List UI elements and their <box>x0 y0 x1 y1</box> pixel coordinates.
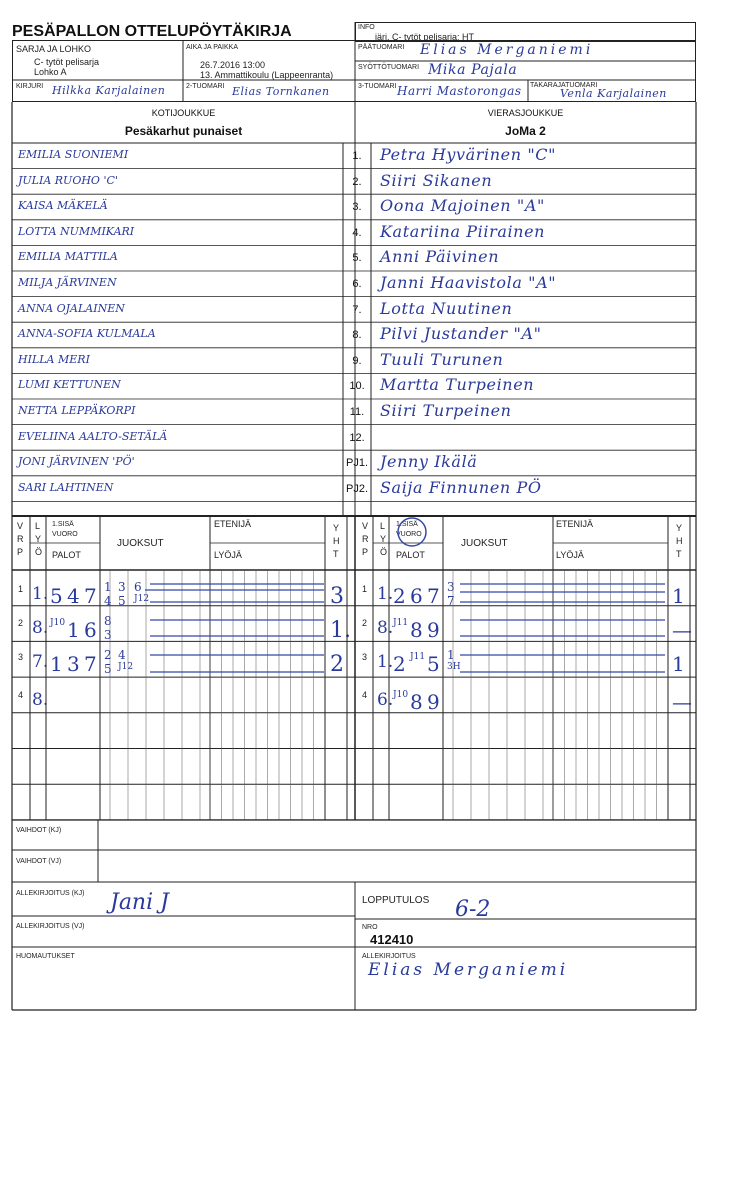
home-player-name: EMILIA SUONIEMI <box>18 148 129 161</box>
home-inning-palo: 5 <box>50 584 63 608</box>
home-yht-t: T <box>333 549 339 559</box>
away-inning-lyo: 8. <box>377 618 394 638</box>
aika-line1: 26.7.2016 13:00 <box>200 60 266 70</box>
tuomari3-label: 3-TUOMARI <box>358 83 397 90</box>
home-lyoja-label: LYÖJÄ <box>214 550 242 560</box>
away-inning-palo: 5 <box>427 652 440 676</box>
home-col-y: Y <box>35 534 42 544</box>
vaihdot-vj-label: VAIHDOT (VJ) <box>16 858 62 865</box>
away-inning-lyo: 1. <box>377 584 394 604</box>
home-player-name: ANNA-SOFIA KULMALA <box>18 327 156 341</box>
away-juoksut-label: JUOKSUT <box>461 538 508 549</box>
roster-number: 1. <box>352 150 362 162</box>
nro-label: NRO <box>362 924 378 931</box>
away-inning-palo: 9 <box>427 618 440 642</box>
away-player-name: Katariina Piirainen <box>380 221 546 241</box>
home-frac-bottom: J12 <box>118 662 134 672</box>
away-lyoja-label: LYÖJÄ <box>556 550 584 560</box>
away-inning-number: 4 <box>362 690 368 700</box>
away-team-name: JoMa 2 <box>505 124 546 138</box>
takarajatuomari-value: Venla Karjalainen <box>560 87 667 100</box>
roster-number: 3. <box>352 201 362 214</box>
vaihdot-kj-label: VAIHDOT (KJ) <box>16 827 62 834</box>
away-inning-total: — <box>672 618 692 642</box>
away-inning-palo: J10 <box>393 690 409 700</box>
home-team-name: Pesäkarhut punaiset <box>124 124 243 138</box>
home-col-l: L <box>35 521 41 531</box>
away-inning-palo: 8 <box>410 618 423 642</box>
roster-number: 8. <box>352 329 362 342</box>
away-frac-top: 1 <box>447 648 455 662</box>
roster-number: 11. <box>349 406 365 418</box>
away-inning-palo: 6 <box>410 584 423 608</box>
home-juoksut-label: JUOKSUT <box>117 538 164 549</box>
allekirjoitus-kj-signature: Jani J <box>110 890 169 915</box>
home-inning-total: 1. <box>330 618 351 643</box>
takarajatuomari-label: TAKARAJATUOMARI <box>530 82 598 89</box>
away-player-name: Siiri Turpeinen <box>380 401 512 420</box>
away-player-name: Anni Päivinen <box>380 247 500 267</box>
away-inning-palo: 7 <box>427 584 440 608</box>
roster-number: 6. <box>352 278 362 290</box>
home-inning-number: 2 <box>18 618 24 628</box>
home-frac-bottom: 3 <box>104 628 112 642</box>
home-inning-palo: 4 <box>67 584 80 608</box>
tuomari2-label: 2-TUOMARI <box>186 83 225 90</box>
home-yht-h: H <box>333 536 340 546</box>
away-col-r: R <box>362 534 369 544</box>
home-inning-palo: 3 <box>67 652 80 676</box>
aika-line2: 13. Ammattikoulu (Lappeenranta) <box>200 70 334 80</box>
home-inning-lyo: 1. <box>32 584 49 604</box>
home-col-p: P <box>17 547 24 557</box>
nro-value: 412410 <box>370 932 414 947</box>
paatuomari-label: PÄÄTUOMARI <box>358 44 405 51</box>
huomautukset-label: HUOMAUTUKSET <box>16 953 75 960</box>
away-inning-palo: J11 <box>410 652 426 662</box>
roster-number: 2. <box>352 175 362 188</box>
home-inning-number: 3 <box>18 652 24 662</box>
away-etenija-label: ETENIJÄ <box>556 519 594 529</box>
aika-label: AIKA JA PAIKKA <box>186 44 239 51</box>
home-yht-y: Y <box>333 523 340 533</box>
allekirjoitus-label: ALLEKIRJOITUS <box>362 953 416 960</box>
home-inning-palo: 6 <box>84 618 97 642</box>
home-player-name: KAISA MÄKELÄ <box>18 199 108 213</box>
away-frac-bottom: 7 <box>447 594 455 608</box>
away-player-name: Petra Hyvärinen "C" <box>380 145 557 164</box>
allekirjoitus-value: Elias Merganiemi <box>368 960 569 980</box>
info-value: järj. C- tytöt pelisarja: HT <box>375 32 475 42</box>
roster-number: 9. <box>352 354 362 367</box>
away-yht-h: H <box>676 536 683 546</box>
home-player-name: JULIA RUOHO 'C' <box>18 173 118 187</box>
away-player-name: Martta Turpeinen <box>380 375 535 395</box>
home-frac-top: 6 <box>134 580 142 594</box>
away-player-name: Oona Majoinen "A" <box>380 196 545 216</box>
kotijoukkue-label: KOTIJOUKKUE <box>151 108 216 118</box>
kirjuri-label: KIRJURI <box>16 83 44 90</box>
home-player-name: EVELIINA AALTO-SETÄLÄ <box>18 429 168 443</box>
away-player-name: Jenny Ikälä <box>380 452 478 472</box>
home-inning-palo: 1 <box>67 618 80 642</box>
lopputulos-label: LOPPUTULOS <box>362 895 430 906</box>
away-inning-palo: J11 <box>393 618 409 628</box>
home-inning-palo: 7 <box>84 652 97 676</box>
roster-number: 12. <box>349 431 365 444</box>
tuomari3-value: Harri Mastorongas <box>397 84 522 98</box>
paatuomari-value: Elias Merganiemi <box>420 42 594 58</box>
home-frac-top: 3 <box>118 580 126 594</box>
away-inning-palo: 9 <box>427 690 440 714</box>
roster-number: PJ1. <box>345 457 368 470</box>
home-sisa-vuoro: 1.SISÄ VUORO <box>52 521 78 538</box>
away-col-o: Ö <box>380 547 388 557</box>
away-inning-total: 1 <box>672 652 685 676</box>
away-player-name: Siiri Sikanen <box>380 170 493 190</box>
home-inning-lyo: 7. <box>32 652 49 672</box>
home-player-name: SARI LAHTINEN <box>18 480 114 494</box>
away-inning-total: 1 <box>672 584 685 608</box>
syottotuomari-value: Mika Pajala <box>428 62 518 78</box>
away-player-name: Pilvi Justander "A" <box>380 324 542 344</box>
away-player-name: Tuuli Turunen <box>380 349 504 369</box>
home-frac-bottom: 5 <box>118 594 126 608</box>
home-col-r: R <box>17 534 24 544</box>
roster-number: PJ2. <box>345 482 368 495</box>
vierasjoukkue-label: VIERASJOUKKUE <box>487 108 564 118</box>
roster-number: 7. <box>352 303 362 316</box>
home-player-name: LUMI KETTUNEN <box>18 378 121 392</box>
home-frac-top: 1 <box>104 580 112 594</box>
roster-number: 10. <box>349 380 365 393</box>
form-title: PESÄPALLON OTTELUPÖYTÄKIRJA <box>12 23 292 40</box>
kirjuri-value: Hilkka Karjalainen <box>52 84 166 97</box>
home-frac-top: 8 <box>104 614 112 628</box>
home-player-name: JONI JÄRVINEN 'PÖ' <box>18 455 135 469</box>
away-frac-bottom: 3H <box>447 662 461 672</box>
away-col-l: L <box>380 521 386 531</box>
away-inning-total: — <box>672 690 692 714</box>
sarja-line2: Lohko A <box>34 67 67 77</box>
away-inning-number: 3 <box>362 652 368 662</box>
away-player-name: Janni Haavistola "A" <box>380 273 557 292</box>
away-sisavuoro-circle <box>398 518 426 546</box>
away-inning-lyo: 6. <box>377 690 394 710</box>
away-inning-palo: 2 <box>393 652 406 676</box>
away-col-p: P <box>362 547 369 557</box>
away-inning-lyo: 1. <box>377 652 394 672</box>
info-label: INFO <box>358 24 375 31</box>
tuomari2-value: Elias Tornkanen <box>232 85 330 98</box>
sarja-label: SARJA JA LOHKO <box>16 44 92 54</box>
home-inning-palo: J10 <box>50 618 66 628</box>
home-palot-label: PALOT <box>52 550 81 560</box>
home-col-o: Ö <box>35 547 43 557</box>
away-col-v: V <box>362 521 369 531</box>
home-inning-total: 3 <box>330 584 344 609</box>
home-inning-number: 1 <box>18 584 24 594</box>
away-player-name: Saija Finnunen PÖ <box>380 477 542 497</box>
home-player-name: ANNA OJALAINEN <box>18 301 125 315</box>
away-yht-y: Y <box>676 523 683 533</box>
away-inning-number: 2 <box>362 618 368 628</box>
sarja-line1: C- tytöt pelisarja <box>34 57 100 67</box>
home-frac-bottom: J12 <box>134 594 150 604</box>
home-inning-palo: 1 <box>50 652 63 676</box>
roster-number: 4. <box>352 226 362 239</box>
home-player-name: MILJA JÄRVINEN <box>18 276 117 289</box>
allekirjoitus-kj-label: ALLEKIRJOITUS (KJ) <box>16 890 85 897</box>
away-frac-top: 3 <box>447 580 455 594</box>
syottotuomari-label: SYÖTTÖTUOMARI <box>358 64 420 71</box>
home-inning-number: 4 <box>18 690 24 700</box>
lopputulos-value: 6-2 <box>455 897 491 922</box>
home-col-v: V <box>17 521 24 531</box>
away-inning-number: 1 <box>362 584 368 594</box>
away-inning-palo: 8 <box>410 690 423 714</box>
home-frac-top: 2 <box>104 648 112 662</box>
away-palot-label: PALOT <box>396 550 425 560</box>
home-inning-total: 2 <box>330 652 344 677</box>
allekirjoitus-vj-label: ALLEKIRJOITUS (VJ) <box>16 923 85 930</box>
home-player-name: NETTA LEPPÄKORPI <box>18 404 136 417</box>
roster-number: 5. <box>352 252 362 265</box>
home-player-name: EMILIA MATTILA <box>18 250 118 264</box>
away-yht-t: T <box>676 549 682 559</box>
home-inning-lyo: 8. <box>32 618 49 638</box>
home-player-name: HILLA MERI <box>18 352 90 366</box>
home-player-name: LOTTA NUMMIKARI <box>18 224 135 238</box>
home-inning-lyo: 8. <box>32 690 49 710</box>
away-sisa-vuoro: 1.SISÄ VUORO <box>396 521 422 538</box>
home-frac-bottom: 4 <box>104 594 112 608</box>
away-player-name: Lotta Nuutinen <box>380 298 513 318</box>
away-col-y: Y <box>380 534 387 544</box>
away-inning-palo: 2 <box>393 584 406 608</box>
home-inning-palo: 7 <box>84 584 97 608</box>
home-frac-bottom: 5 <box>104 662 112 676</box>
home-etenija-label: ETENIJÄ <box>214 519 252 529</box>
home-frac-top: 4 <box>118 648 126 662</box>
